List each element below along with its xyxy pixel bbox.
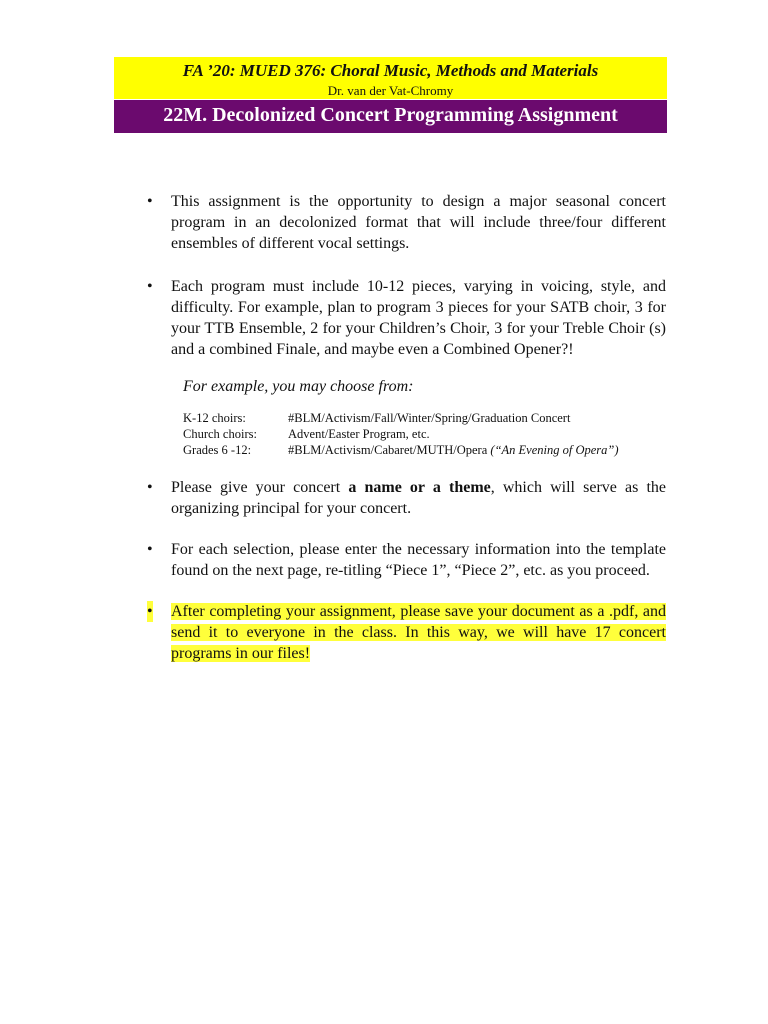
bullet-text: For each selection, please enter the necessary information into the template found on the next page, re-titling “Piece 1”, “Piece 2”, etc. as you proceed. [171,541,666,579]
examples-intro: For example, you may choose from: [183,378,414,395]
example-value-text: #BLM/Activism/Cabaret/MUTH/Opera [288,443,491,457]
bullet-text: Each program must include 10-12 pieces, varying in voicing, style, and difficulty. For example, plan to program 3 pieces for your SATB choir, 3 for your TTB Ensemble, 2 for your Children’s Choir, 3 for your Treble Choir (s) and a combined Finale, and maybe even a Combined Opener?! [171,278,666,358]
bullet-text-part: Please give your concert [171,479,349,496]
bullet-concert-name [146,477,666,519]
bullet-intro [146,191,666,254]
example-value [288,410,666,426]
example-row [183,426,666,442]
example-row [183,442,666,458]
bullet-template [146,539,666,581]
bullet-dot: • [147,193,153,210]
course-title: FA ’20: MUED 376: Choral Music, Methods and Materials [182,61,599,80]
bullet-text-part: , which will serve as the organizing principal for your concert. [171,479,667,517]
example-note: (“An Evening of Opera”) [490,443,619,457]
bullet-dot: • [147,603,153,620]
example-label: Grades 6 -12: [183,443,252,457]
example-value-text: Advent/Easter Program, etc. [288,427,430,441]
document-header [114,57,667,133]
bullet-text-highlighted: After completing your assignment, please save your document as a .pdf, and send it to everyone in the class. In this way, we will have 17 concert programs in our files! [171,603,666,662]
assignment-body [146,191,666,664]
examples-list [183,410,666,458]
example-value [288,426,666,442]
course-banner [114,57,667,99]
example-label: Church choirs: [183,427,257,441]
example-value-text: #BLM/Activism/Fall/Winter/Spring/Graduation Concert [288,411,571,425]
bullet-dot: • [147,479,153,496]
bullet-pieces [146,276,666,360]
example-value [288,442,666,458]
bullet-emphasis: a name or a theme [348,479,491,496]
example-row [183,410,666,426]
bullet-text: This assignment is the opportunity to design a major seasonal concert program in an decolonized format that will include three/four different ensembles of different vocal settings. [171,193,666,252]
bullet-dot: • [147,541,153,558]
bullet-submit [146,601,666,664]
instructor-name: Dr. van der Vat-Chromy [327,83,454,98]
bullet-text [171,479,666,517]
example-label: K-12 choirs: [183,411,246,425]
assignment-title: 22M. Decolonized Concert Programming Assignment [114,99,667,133]
bullet-dot: • [147,278,153,295]
